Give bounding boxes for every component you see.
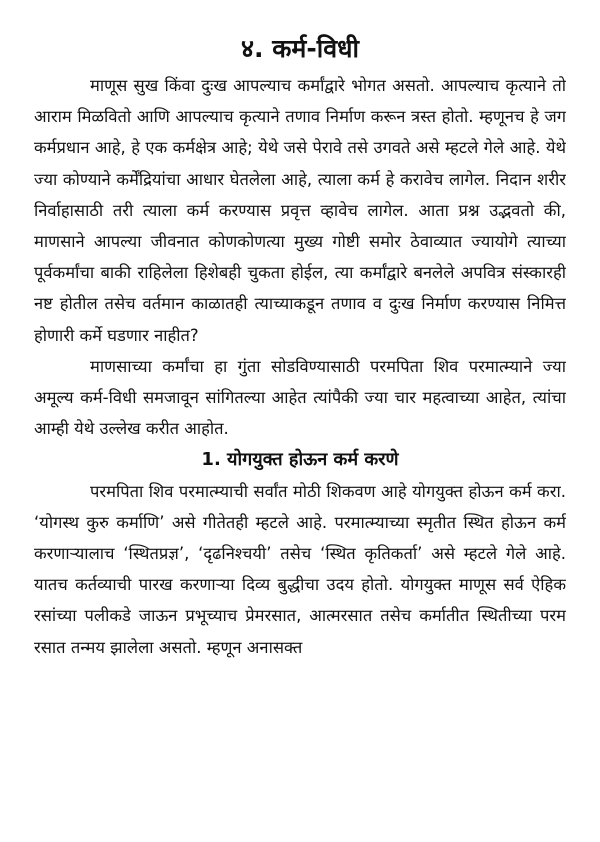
document-page (34, 32, 566, 832)
intro-paragraph-2: माणसाच्या कर्मांचा हा गुंता सोडविण्यासाठी परमपिता शिव परमात्म्याने ज्या अमूल्य कर्म-विधी समजावून सांगितल्या आहेत त्यांपैकी ज्या चार महत्वाच्या आहेत, त्यांचा आम्ही येथे उल्लेख करीत आहोत. (34, 356, 566, 439)
intro-paragraph-1: माणूस सुख किंवा दुःख आपल्याच कर्मांद्वारे भोगत असतो. आपल्याच कृत्याने तो आराम मिळवितो आणि आपल्याच कृत्याने तणाव निर्माण करून त्रस्त होतो. म्हणूनच हे जग कर्मप्रधान आहे, हे एक कर्मक्षेत्र आहे; येथे जसे पेरावे तसे उगवते असे म्हटले गेले आहे. येथे ज्या कोण्याने कर्मेंद्रियांचा आधार घेतलेला आहे, त्याला कर्म हे करावेच लागेल. निदान शरीर निर्वाहासाठी तरी त्याला कर्म करण्यास प्रवृत्त व्हावेच लागेल. आता प्रश्न उद्भवतो की, माणसाने आपल्या जीवनात कोणकोणत्या मुख्य गोष्टी समोर ठेवाव्यात ज्यायोगे त्याच्या पूर्वकर्मांचा बाकी राहिलेला हिशेबही चुकता होईल, त्या कर्मांद्वारे बनलेले अपवित्र संस्कारही नष्ट होतील तसेच वर्तमान काळातही त्याच्याकडून तणाव व दुःख निर्माण करण्यास निमित्त होणारी कर्मे घडणार नाहीत? (34, 76, 566, 345)
section-paragraph-1: परमपिता शिव परमात्म्याची सर्वांत मोठी शिकवण आहे योगयुक्त होऊन कर्म करा. ‘योगस्थ कुरु कर्माणि’ असे गीतेतही म्हटले आहे. परमात्म्याच्या स्मृतीत स्थित होऊन कर्म करणाऱ्यालाच ‘स्थितप्रज्ञ’, ‘दृढनिश्चयी’ तसेच ‘स्थित कृतिकर्ता’ असे म्हटले गेले आहे. यातच कर्तव्याची पारख करणाऱ्या दिव्य बुद्धीचा उदय होतो. योगयुक्त माणूस सर्व ऐहिक रसांच्या पलीकडे जाऊन प्रभूच्याच प्रेमरसात, आत्मरसात तसेच कर्मातीत स्थितीच्या परम रसात तन्मय झालेला असतो. म्हणून अनासक्त (34, 481, 566, 657)
chapter-title: ४. कर्म-विधी (241, 34, 359, 63)
section-heading: 1. योगयुक्त होऊन कर्म करणे (201, 449, 399, 471)
